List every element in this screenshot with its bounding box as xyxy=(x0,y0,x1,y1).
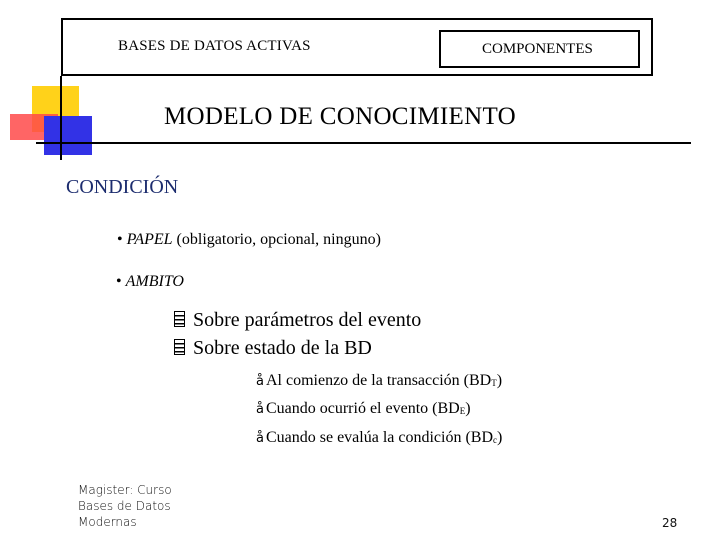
third-item-close: ) xyxy=(497,429,503,446)
page-number: 28 xyxy=(662,516,678,530)
bullet-papel-term: PAPEL xyxy=(126,231,173,248)
third-item-close: ) xyxy=(496,372,503,389)
sub-item-text: Sobre parámetros del evento xyxy=(193,309,422,331)
decor-blue-square xyxy=(44,116,92,155)
third-item-text: Al comienzo de la transacción (BD xyxy=(265,372,492,389)
sub-item xyxy=(174,337,372,360)
title-underline xyxy=(36,142,691,144)
footer-line: Magister: Curso xyxy=(78,483,172,497)
arrow-icon: å xyxy=(256,402,264,417)
third-item xyxy=(256,429,502,447)
third-item-text: Cuando ocurrió el evento (BD xyxy=(265,400,460,417)
footer-line: Bases de Datos xyxy=(78,499,171,513)
section-heading: CONDICIÓN xyxy=(66,176,179,198)
third-item-subscript: c xyxy=(493,435,498,445)
bullet-papel xyxy=(117,231,381,249)
list-box-icon xyxy=(174,339,185,355)
third-item-text: Cuando se evalúa la condición (BD xyxy=(265,429,494,446)
header-left-label: BASES DE DATOS ACTIVAS xyxy=(118,38,311,54)
third-item-subscript: E xyxy=(459,406,466,416)
footer-line: Modernas xyxy=(78,515,137,529)
list-box-icon xyxy=(174,311,185,327)
bullet-ambito xyxy=(116,273,184,291)
third-item xyxy=(256,372,502,390)
decor-vertical-line xyxy=(60,76,62,160)
bullet-ambito-term: AMBITO xyxy=(125,273,184,290)
arrow-icon: å xyxy=(256,431,264,446)
third-item-subscript: T xyxy=(491,378,497,388)
sub-item-text: Sobre estado de la BD xyxy=(193,337,372,359)
third-item-close: ) xyxy=(465,400,471,417)
header-right-label: COMPONENTES xyxy=(482,41,593,57)
footer-course xyxy=(78,482,172,530)
sub-item xyxy=(174,309,421,332)
arrow-icon: å xyxy=(256,374,264,389)
bullet-marker: • xyxy=(116,273,122,290)
third-item xyxy=(256,400,471,418)
slide-title: MODELO DE CONOCIMIENTO xyxy=(164,103,516,130)
bullet-papel-text: (obligatorio, opcional, ninguno) xyxy=(172,231,381,248)
bullet-marker: • xyxy=(117,231,123,248)
